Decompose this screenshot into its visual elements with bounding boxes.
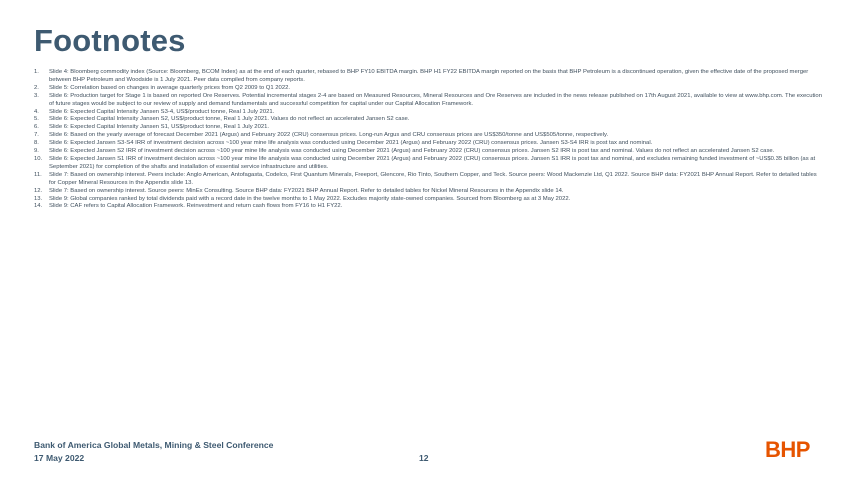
footnote-number: 9. [34,148,39,155]
footer [34,439,273,464]
bhp-logo: BHP [765,437,810,462]
footnote-text: Slide 6: Expected Jansen S1 IRR of investment decision across ~100 year mine life analysis was conducted using December 2021 (Argus) and February 2022 (CRU) consensus prices. Jansen S1 IRR is post tax and nominal, and excludes remaining funded investment of ~US$0.35 billion (as at September 2021) for completion of the shafts and installation of essential service infrastructure and utilities. [49,155,816,170]
footnote-item [34,148,824,156]
footnote-item [34,188,824,196]
footnote-number: 5. [34,116,39,123]
footnote-text: Slide 6: Production target for Stage 1 is based on reported Ore Reserves. Potential incremental stages 2-4 are based on Measured Resources, Mineral Resources and Ore Reserves are included in the news release published on 17th August 2021, available to view at www.bhp.com. The execution of future stages would be subject to our review of supply and demand fundamentals and successful competition for capital under our Capital Allocation Framework. [49,92,822,107]
footnote-item [34,109,824,117]
page-number: 12 [419,453,429,463]
footnote-item [34,196,824,204]
footnote-number: 8. [34,140,39,147]
footnote-item [34,85,824,93]
footnote-text: Slide 5: Correlation based on changes in average quarterly prices from Q2 2009 to Q1 2022. [49,84,291,91]
footnote-item [34,132,824,140]
presentation-date: 17 May 2022 [34,452,85,463]
footnote-text: Slide 6: Expected Capital Intensity Jansen S2, US$/product tonne, Real 1 July 2021. Values do not reflect an accelerated Jansen S2 case. [49,116,410,123]
footnote-text: Slide 4: Bloomberg commodity index (Source: Bloomberg, BCOM Index) as at the end of each quarter, rebased to BHP FY10 EBITDA margin. BHP H1 FY22 EBITDA margin reported on the basis that BHP Petroleum is a discontinued operation, given the effective date of the proposed merger between BHP Petroleum and Woodside is 1 July 2021. Peer data compiled from company reports. [49,69,809,83]
footnote-text: Slide 6: Based on the yearly average of forecast December 2021 (Argus) and February 2022 (CRU) consensus prices. Long-run Argus and CRU consensus prices are US$350/tonne and US$505/tonne, respectively. [49,132,609,139]
footnote-text: Slide 6: Expected Capital Intensity Jansen S3-4, US$/product tonne, Real 1 July 2021. [49,108,275,115]
footnote-item [34,203,824,211]
page-title: Footnotes [34,23,186,58]
footnote-number: 1. [34,69,39,75]
footnote-item [34,69,824,85]
footnote-number: 14. [34,203,43,210]
footnote-number: 11. [34,171,42,178]
footnote-item [34,93,824,109]
conference-name: Bank of America Global Metals, Mining & Steel Conference [34,440,274,450]
footnote-item [34,140,824,148]
footnote-number: 10. [34,155,43,162]
footnote-number: 13. [34,195,43,202]
footnote-text: Slide 6: Expected Jansen S2 IRR of investment decision across ~100 year mine life analysis was conducted using December 2021 (Argus) and February 2022 (CRU) consensus prices. Jansen S2 IRR is post tax and nominal. Values do not reflect an accelerated Jansen S2 case. [49,148,775,155]
footnote-number: 4. [34,108,39,115]
footnote-text: Slide 6: Expected Jansen S3-S4 IRR of investment decision across ~100 year mine life analysis was conducted using December 2021 (Argus) and February 2022 (CRU) consensus prices. Jansen S3-S4 IRR is post tax and nominal. [49,140,653,147]
footnote-number: 12. [34,187,43,194]
footnote-item [34,116,824,124]
footnote-item [34,172,824,188]
footnote-item [34,156,824,172]
footnote-item [34,124,824,132]
footnote-text: Slide 6: Expected Capital Intensity Jansen S1, US$/product tonne, Real 1 July 2021. [49,124,270,131]
footnote-text: Slide 9: Global companies ranked by total dividends paid with a record date in the twelve months to 1 May 2022. Excludes majority state-owned companies. Sourced from Bloomberg as at 3 May 2022. [49,195,571,202]
footnote-number: 6. [34,124,39,131]
footnote-number: 2. [34,84,39,91]
footnote-text: Slide 9: CAF refers to Capital Allocation Framework. Reinvestment and return cash flows from FY16 to H1 FY22. [49,203,343,210]
footnote-number: 7. [34,132,39,139]
footnotes-list [34,69,824,211]
footnote-number: 3. [34,92,39,99]
footnote-text: Slide 7: Based on ownership interest. Source peers: MinEx Consulting. Source BHP data: FY2021 BHP Annual Report. Refer to detailed tables for Nickel Mineral Resources in the Appendix slide 14. [49,187,564,194]
footnote-text: Slide 7: Based on ownership interest. Peers include: Anglo American, Antofagasta, Codelco, First Quantum Minerals, Freeport, Glencore, Rio Tinto, Southern Copper, and Teck. Source peers: Wood Mackenzie Ltd, Q1 2022. Source BHP data: FY2021 BHP Annual Report. Refer to detailed tables for Copper Mineral Resources in the Appendix slide 13. [49,171,817,186]
